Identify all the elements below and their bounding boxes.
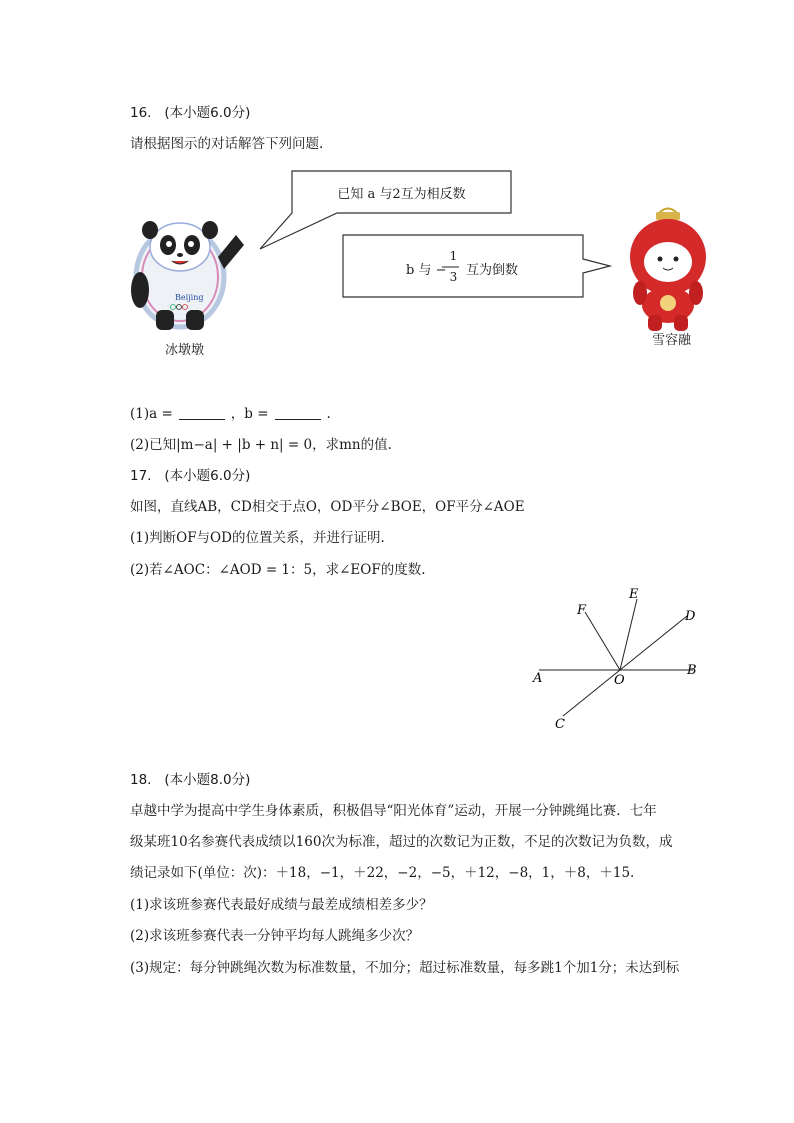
q18-part1: (1)求该班参赛代表最好成绩与最差成绩相差多少？ xyxy=(130,897,433,913)
q16-intro: 请根据图示的对话解答下列问题. xyxy=(130,136,324,152)
mascot-left-label: 冰墩墩 xyxy=(165,343,205,358)
q16-heading xyxy=(130,103,250,123)
q17-score: (本小题6.0分) xyxy=(164,468,251,484)
q18-number: 18. xyxy=(130,772,152,788)
q18-score: (本小题8.0分) xyxy=(164,772,251,788)
q17-heading xyxy=(130,466,250,486)
q18-line2: 级某班10名参赛代表成绩以160次为标准，超过的次数记为正数，不足的次数记为负数，成 xyxy=(130,834,673,850)
label-B: B xyxy=(687,663,697,678)
answer-blank-b[interactable] xyxy=(275,405,321,420)
q18-part2: (2)求该班参赛代表一分钟平均每人跳绳多少次？ xyxy=(130,928,420,944)
q16-part1-a: (1)a = xyxy=(130,406,173,422)
bubble2-frac-num: 1 xyxy=(449,249,458,263)
answer-blank-a[interactable] xyxy=(179,405,225,420)
ray-OD xyxy=(620,616,687,670)
svg-text:Beijing: Beijing xyxy=(175,293,204,302)
q18-part3: (3)规定：每分钟跳绳次数为标准数量，不加分；超过标准数量，每多跳1个加1分；未达到标 xyxy=(130,960,680,976)
ray-OE xyxy=(620,599,637,670)
q16-part2: (2)已知|m−a| + |b + n| = 0，求mn的值. xyxy=(130,437,392,453)
q17-number: 17. xyxy=(130,468,152,484)
mascot-right-label: 雪容融 xyxy=(652,333,692,348)
q16-score: (本小题6.0分) xyxy=(164,105,251,121)
q17-geometry-figure xyxy=(525,582,705,732)
label-A: A xyxy=(533,671,543,686)
q17-intro: 如图，直线AB，CD相交于点O，OD平分∠BOE，OF平分∠AOE xyxy=(130,499,525,515)
bing-dwen-dwen-mascot xyxy=(131,221,244,330)
label-E: E xyxy=(629,587,639,602)
q16-number: 16. xyxy=(130,105,152,121)
q17-part2: (2)若∠AOC：∠AOD = 1：5，求∠EOF的度数. xyxy=(130,562,426,578)
q18-line1: 卓越中学为提高中学生身体素质，积极倡导“阳光体育”运动，开展一分钟跳绳比赛．七年 xyxy=(130,803,657,819)
q16-part1-sep: ，b = xyxy=(230,406,269,422)
q16-part1-end: . xyxy=(326,406,331,422)
label-O: O xyxy=(614,673,625,688)
q18-line3: 绩记录如下(单位：次)：＋18，−1，＋22，−2，−5，＋12，−8，1，＋8，＋15. xyxy=(130,865,635,881)
ray-OF xyxy=(585,612,620,670)
bubble2-prefix: b 与 − xyxy=(406,263,447,278)
q16-part1 xyxy=(130,404,331,424)
label-F: F xyxy=(577,603,587,618)
bubble1-text: 已知 a 与2互为相反数 xyxy=(337,187,466,202)
ray-OC xyxy=(563,670,620,716)
q18-heading xyxy=(130,770,250,790)
bubble2-frac-den: 3 xyxy=(449,270,458,284)
bubble2-suffix: 互为倒数 xyxy=(466,263,519,278)
q17-part1: (1)判断OF与OD的位置关系，并进行证明. xyxy=(130,530,385,546)
label-D: D xyxy=(685,609,696,624)
shuey-rhon-rhon-mascot xyxy=(630,209,706,332)
label-C: C xyxy=(555,717,565,732)
